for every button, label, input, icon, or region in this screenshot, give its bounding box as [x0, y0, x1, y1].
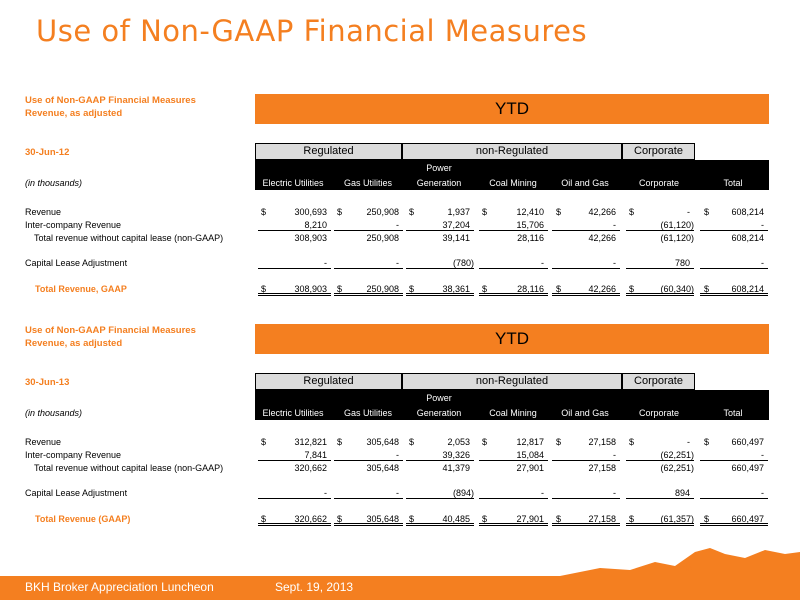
ytd-banner: YTD — [255, 94, 769, 124]
table-cell: 660,497 — [731, 463, 764, 473]
table-cell: 320,662 — [294, 463, 327, 473]
double-underline — [552, 523, 620, 526]
underline — [334, 268, 403, 269]
table-cell: 608,214 — [731, 233, 764, 243]
table-cell: 660,497 — [731, 514, 764, 524]
table-row — [0, 487, 800, 499]
underline — [626, 498, 694, 499]
double-underline — [258, 293, 331, 296]
table-cell: 305,648 — [366, 514, 399, 524]
table-cell: 608,214 — [731, 284, 764, 294]
table-cell: 780 — [674, 258, 690, 268]
table-cell: - — [613, 450, 616, 460]
underline — [626, 230, 694, 231]
col-oil-and-gas: Oil and Gas — [561, 408, 609, 418]
currency-symbol: $ — [629, 437, 635, 447]
table-cell: 42,266 — [588, 233, 616, 243]
table-cell: 608,214 — [731, 207, 764, 217]
table-cell: 12,817 — [516, 437, 544, 447]
table-cell: 39,326 — [442, 450, 470, 460]
underline — [626, 460, 694, 461]
table-cell: - — [396, 258, 399, 268]
currency-symbol: $ — [704, 207, 710, 217]
table-cell: 39,141 — [442, 233, 470, 243]
table-cell: - — [613, 488, 616, 498]
table-cell: 38,361 — [442, 284, 470, 294]
table-cell: 250,908 — [366, 207, 399, 217]
table-cell: 308,903 — [294, 233, 327, 243]
col-coal-mining: Coal Mining — [489, 178, 537, 188]
segment-regulated: Regulated — [255, 373, 402, 390]
table-cell: 27,158 — [588, 437, 616, 447]
underline — [552, 230, 620, 231]
row-label: Capital Lease Adjustment — [25, 488, 128, 498]
table-row — [0, 436, 800, 448]
segment-regulated: Regulated — [255, 143, 402, 160]
table-cell: 27,158 — [588, 463, 616, 473]
currency-symbol: $ — [337, 207, 343, 217]
table-header — [25, 324, 196, 350]
table-cell: 8,210 — [304, 220, 327, 230]
table-cell: - — [541, 258, 544, 268]
table-cell: 2,053 — [447, 437, 470, 447]
col-power-generation — [404, 393, 474, 419]
col-power-line1: Power — [426, 163, 452, 173]
col-oil-and-gas: Oil and Gas — [561, 178, 609, 188]
double-underline — [334, 293, 403, 296]
currency-symbol: $ — [629, 514, 635, 524]
segment-corporate: Corporate — [622, 143, 695, 160]
table-cell: 250,908 — [366, 233, 399, 243]
table-cell: 37,204 — [442, 220, 470, 230]
col-power-line1: Power — [426, 393, 452, 403]
table-cell: 1,937 — [447, 207, 470, 217]
footer-date: Sept. 19, 2013 — [275, 580, 354, 594]
underline — [552, 498, 620, 499]
table-cell: 41,379 — [442, 463, 470, 473]
table-cell: 42,266 — [588, 284, 616, 294]
double-underline — [258, 523, 331, 526]
table-cell: 12,410 — [516, 207, 544, 217]
table-2012 — [0, 92, 800, 292]
underline — [258, 498, 331, 499]
currency-symbol: $ — [629, 207, 635, 217]
table-row — [0, 257, 800, 269]
table-cell: - — [613, 220, 616, 230]
underline — [552, 268, 620, 269]
table-cell: 320,662 — [294, 514, 327, 524]
underline — [700, 268, 768, 269]
underline — [700, 460, 768, 461]
row-label: Total Revenue (GAAP) — [35, 514, 131, 524]
ytd-banner: YTD — [255, 324, 769, 354]
table-cell: - — [324, 488, 327, 498]
row-label: Capital Lease Adjustment — [25, 258, 128, 268]
table-header — [25, 94, 196, 120]
currency-symbol: $ — [261, 514, 267, 524]
table-cell: 28,116 — [517, 233, 544, 243]
col-power-generation — [404, 163, 474, 189]
underline — [406, 498, 474, 499]
row-label: Inter-company Revenue — [25, 220, 122, 230]
table-cell: 305,648 — [366, 463, 399, 473]
double-underline — [479, 523, 548, 526]
currency-symbol: $ — [409, 284, 415, 294]
currency-symbol: $ — [556, 437, 562, 447]
table-cell: 15,084 — [516, 450, 544, 460]
underline — [258, 230, 331, 231]
table-cell: (62,251) — [660, 450, 694, 460]
double-underline — [626, 293, 694, 296]
double-underline — [334, 523, 403, 526]
currency-symbol: $ — [261, 284, 267, 294]
table-cell: - — [396, 220, 399, 230]
currency-symbol: $ — [704, 284, 710, 294]
row-label: Inter-company Revenue — [25, 450, 122, 460]
table-cell: - — [613, 258, 616, 268]
double-underline — [406, 523, 474, 526]
currency-symbol: $ — [409, 437, 415, 447]
table-cell: 250,908 — [366, 284, 399, 294]
col-coal-mining: Coal Mining — [489, 408, 537, 418]
row-label: Total Revenue, GAAP — [35, 284, 127, 294]
col-electric-utilities: Electric Utilities — [262, 408, 324, 418]
table-row — [0, 219, 800, 231]
currency-symbol: $ — [629, 284, 635, 294]
currency-symbol: $ — [556, 514, 562, 524]
currency-symbol: $ — [409, 207, 415, 217]
period-date: 30-Jun-12 — [25, 147, 70, 158]
table-cell: - — [687, 207, 690, 217]
currency-symbol: $ — [704, 437, 710, 447]
table-row — [0, 232, 800, 244]
table-header-line1: Use of Non-GAAP Financial Measures — [25, 95, 196, 106]
table-cell: - — [396, 450, 399, 460]
table-cell: 894 — [674, 488, 690, 498]
table-cell: - — [761, 450, 764, 460]
slide-title: Use of Non-GAAP Financial Measures — [36, 14, 588, 48]
underline — [626, 268, 694, 269]
currency-symbol: $ — [704, 514, 710, 524]
currency-symbol: $ — [482, 514, 488, 524]
col-gas-utilities: Gas Utilities — [343, 178, 392, 188]
table-cell: 7,841 — [304, 450, 327, 460]
col-total: Total — [723, 178, 743, 188]
table-cell: 300,693 — [294, 207, 327, 217]
underline — [406, 230, 474, 231]
col-corporate: Corporate — [638, 408, 680, 418]
table-row — [0, 513, 800, 525]
table-cell: 42,266 — [588, 207, 616, 217]
table-cell: 305,648 — [366, 437, 399, 447]
units-label: (in thousands) — [25, 178, 83, 188]
segment-corporate: Corporate — [622, 373, 695, 390]
table-cell: 27,901 — [516, 463, 544, 473]
currency-symbol: $ — [482, 284, 488, 294]
underline — [334, 498, 403, 499]
segment-nonregulated: non-Regulated — [402, 143, 622, 160]
table-cell: - — [761, 258, 764, 268]
double-underline — [406, 293, 474, 296]
footer-event: BKH Broker Appreciation Luncheon — [25, 580, 214, 594]
table-cell: (61,120) — [660, 220, 694, 230]
table-row — [0, 206, 800, 218]
currency-symbol: $ — [337, 437, 343, 447]
col-power-line2: Generation — [416, 178, 462, 188]
period-date: 30-Jun-13 — [25, 377, 70, 388]
double-underline — [479, 293, 548, 296]
col-corporate: Corporate — [638, 178, 680, 188]
underline — [552, 460, 620, 461]
underline — [334, 230, 403, 231]
double-underline — [700, 293, 768, 296]
table-cell: 660,497 — [731, 437, 764, 447]
table-cell: - — [541, 488, 544, 498]
underline — [334, 460, 403, 461]
table-cell: - — [761, 488, 764, 498]
underline — [479, 460, 548, 461]
currency-symbol: $ — [261, 207, 267, 217]
table-header-line1: Use of Non-GAAP Financial Measures — [25, 325, 196, 336]
table-cell: (60,340) — [660, 284, 694, 294]
underline — [258, 268, 331, 269]
mountain-graphic — [560, 540, 800, 580]
table-cell: 312,821 — [294, 437, 327, 447]
underline — [700, 230, 768, 231]
segment-nonregulated: non-Regulated — [402, 373, 622, 390]
underline — [258, 460, 331, 461]
currency-symbol: $ — [556, 284, 562, 294]
col-total: Total — [723, 408, 743, 418]
table-cell: 15,706 — [516, 220, 544, 230]
table-cell: (61,120) — [660, 233, 694, 243]
currency-symbol: $ — [261, 437, 267, 447]
col-electric-utilities: Electric Utilities — [262, 178, 324, 188]
col-power-line2: Generation — [416, 408, 462, 418]
table-cell: - — [396, 488, 399, 498]
table-cell: 40,485 — [442, 514, 470, 524]
underline — [406, 268, 474, 269]
underline — [479, 230, 548, 231]
table-cell: - — [761, 220, 764, 230]
units-label: (in thousands) — [25, 408, 83, 418]
double-underline — [700, 523, 768, 526]
currency-symbol: $ — [482, 437, 488, 447]
currency-symbol: $ — [337, 284, 343, 294]
table-cell: 27,158 — [588, 514, 616, 524]
table-row — [0, 462, 800, 474]
currency-symbol: $ — [556, 207, 562, 217]
table-row — [0, 449, 800, 461]
row-label: Total revenue without capital lease (non-GAAP) — [34, 233, 224, 243]
row-label: Revenue — [25, 207, 62, 217]
table-cell: (62,251) — [660, 463, 694, 473]
table-cell: (61,357) — [660, 514, 694, 524]
table-cell: (780) — [452, 258, 474, 268]
row-label: Total revenue without capital lease (non-GAAP) — [34, 463, 224, 473]
currency-symbol: $ — [337, 514, 343, 524]
table-cell: 28,116 — [517, 284, 544, 294]
underline — [700, 498, 768, 499]
underline — [479, 498, 548, 499]
table-cell: 27,901 — [516, 514, 544, 524]
page-number: 46 — [682, 563, 693, 573]
currency-symbol: $ — [409, 514, 415, 524]
table-row — [0, 283, 800, 295]
table-cell: 308,903 — [294, 284, 327, 294]
table-header-line2: Revenue, as adjusted — [25, 338, 123, 349]
underline — [406, 460, 474, 461]
table-cell: - — [687, 437, 690, 447]
table-header-line2: Revenue, as adjusted — [25, 108, 123, 119]
double-underline — [552, 293, 620, 296]
col-gas-utilities: Gas Utilities — [343, 408, 392, 418]
table-cell: - — [324, 258, 327, 268]
row-label: Revenue — [25, 437, 62, 447]
underline — [479, 268, 548, 269]
table-cell: (894) — [452, 488, 474, 498]
currency-symbol: $ — [482, 207, 488, 217]
double-underline — [626, 523, 694, 526]
table-2013 — [0, 322, 800, 522]
